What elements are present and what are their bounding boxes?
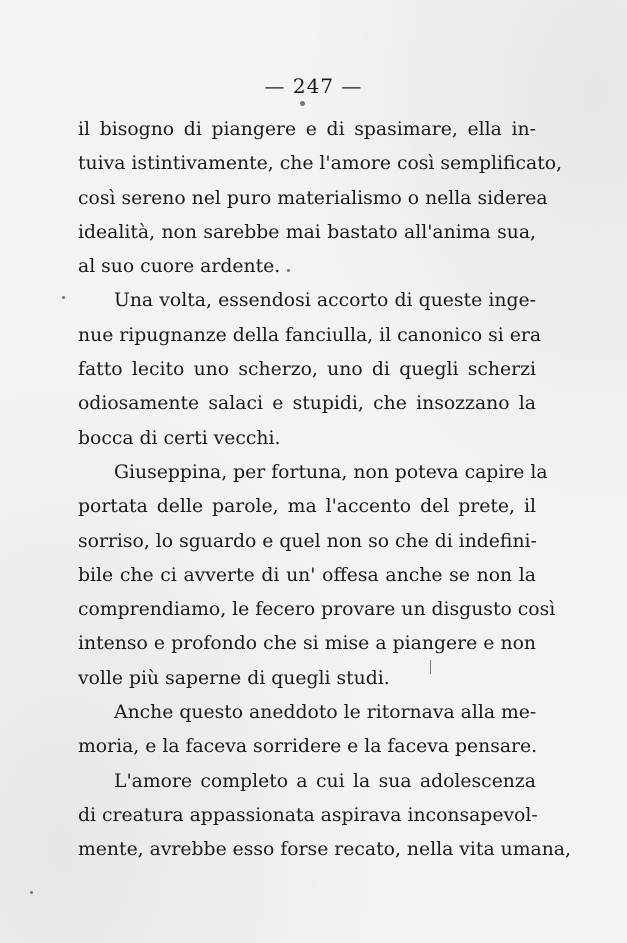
paragraph <box>78 113 563 284</box>
text-line: intenso e profondo che si mise a piangere e non <box>78 633 536 655</box>
text-line: sorriso, lo sguardo e quel non so che di indefini- <box>78 530 537 552</box>
text-line: comprendiamo, le fecero provare un disgusto così <box>78 599 556 621</box>
text-line: odiosamente salaci e stupidi, che insozzano la <box>78 393 536 415</box>
text-line: al suo cuore ardente. <box>78 256 281 278</box>
text-line: volle più saperne di quegli studi. <box>78 667 390 689</box>
text-line: di creatura appassionata aspirava inconsapevol- <box>78 804 538 826</box>
text-line: il bisogno di piangere e di spasimare, ella in- <box>78 119 536 140</box>
paragraph <box>78 696 536 765</box>
text-line: Giuseppina, per fortuna, non poteva capire la <box>114 461 548 483</box>
text-line: così sereno nel puro materialismo o nella siderea <box>78 187 548 209</box>
page-number: — 247 — <box>264 74 363 98</box>
scan-speck <box>62 296 65 299</box>
text-line: fatto lecito uno scherzo, uno di quegli scherzi <box>78 359 536 381</box>
scan-speck <box>287 269 290 272</box>
paragraph <box>78 765 571 868</box>
text-line: idealità, non sarebbe mai bastato all'anima sua, <box>78 221 536 243</box>
text-line: moria, e la faceva sorridere e la faceva pensare. <box>78 736 538 758</box>
scan-speck <box>430 660 431 674</box>
scan-speck <box>300 101 305 106</box>
text-line: tuiva istintivamente, che l'amore così semplificato, <box>78 153 563 175</box>
text-line: mente, avrebbe esso forse recato, nella vita umana, <box>78 839 571 861</box>
paragraph <box>78 284 542 455</box>
text-line: bocca di certi vecchi. <box>78 427 281 449</box>
paragraph <box>78 456 556 696</box>
text-line: bile che ci avverte di un' offesa anche se non la <box>78 564 536 586</box>
text-line: Anche questo aneddoto le ritornava alla me- <box>114 702 537 724</box>
text-line: portata delle parole, ma l'accento del prete, il <box>78 496 536 518</box>
text-line: Una volta, essendosi accorto di queste inge- <box>114 290 536 312</box>
scan-speck <box>30 891 33 894</box>
text-line: nue ripugnanze della fanciulla, il canonico si era <box>78 324 542 346</box>
text-line: L'amore completo a cui la sua adolescenza <box>114 770 536 792</box>
body-text <box>78 113 571 868</box>
